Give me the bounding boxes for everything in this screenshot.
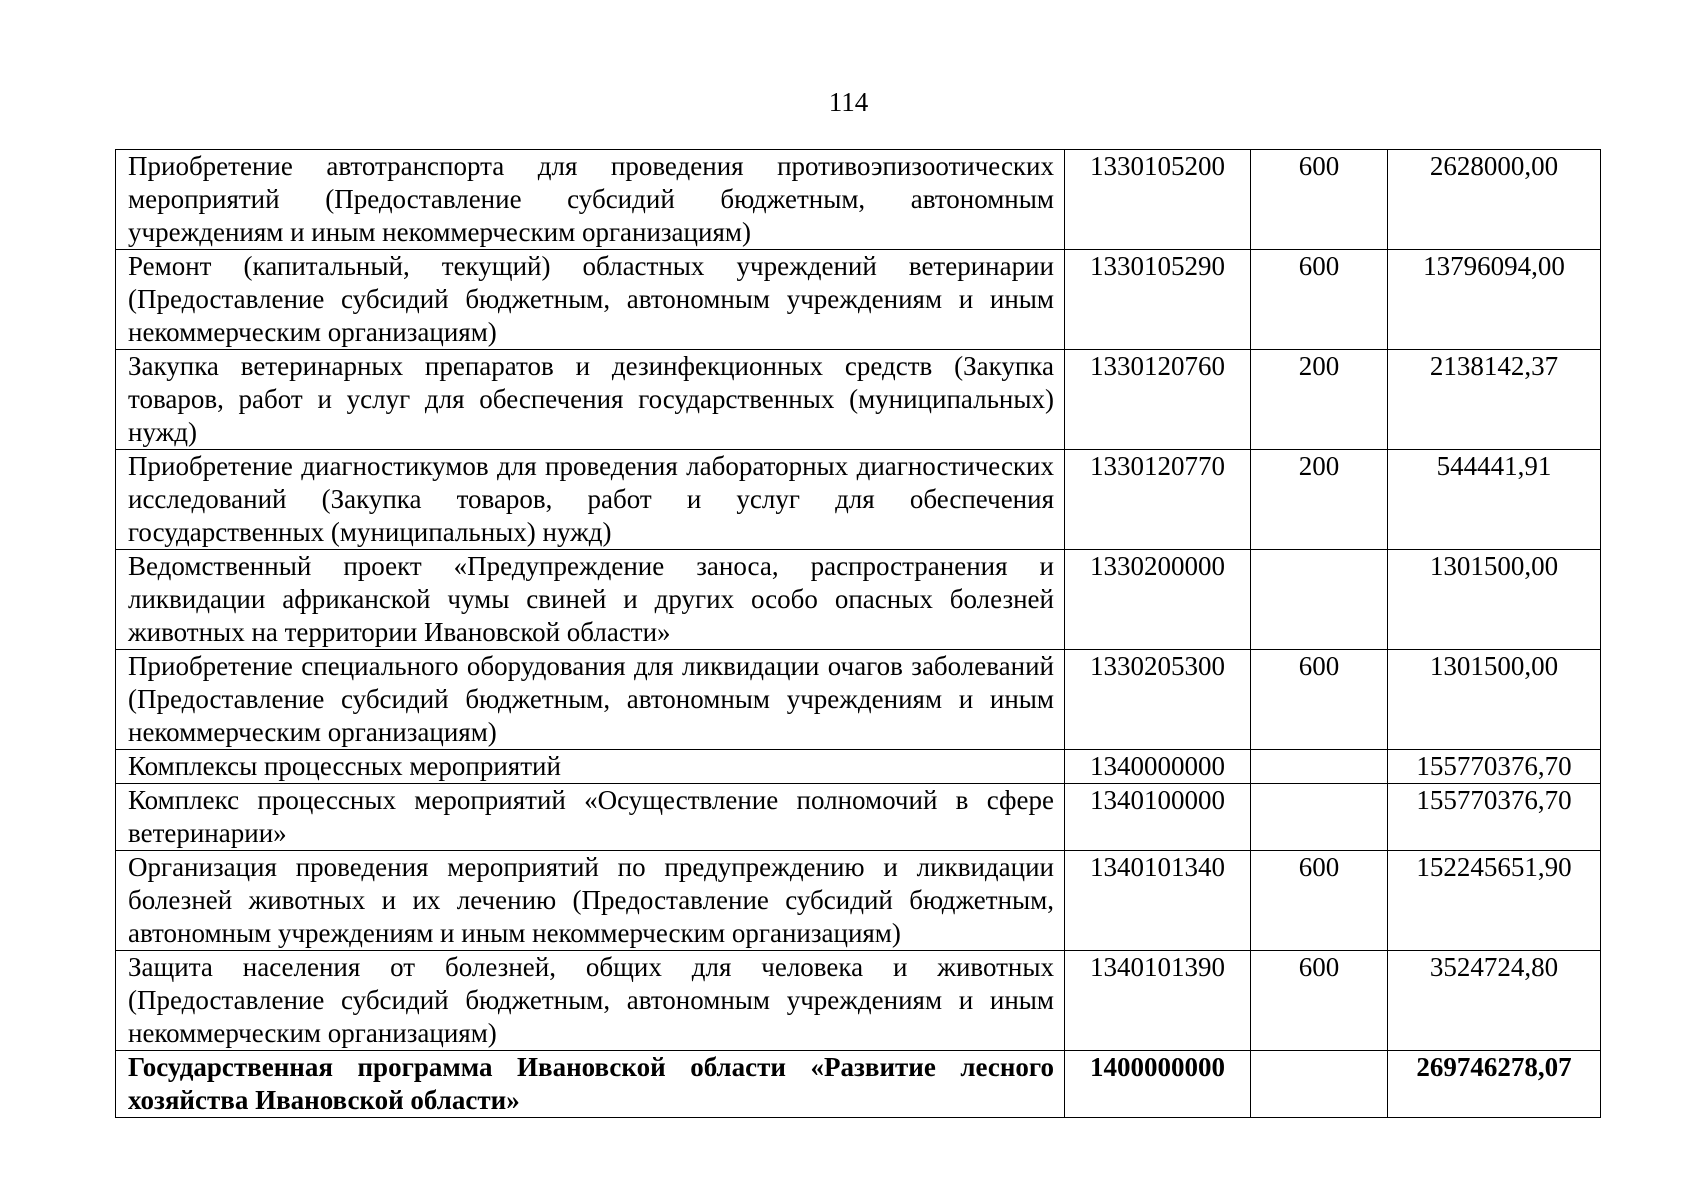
table-row [116, 851, 1601, 951]
row-name: Приобретение диагностикумов для проведения лабораторных диагностических исследований (Закупка товаров, работ и услуг для обеспечения государственных (муниципальных) нужд) [116, 450, 1065, 550]
row-name: Государственная программа Ивановской области «Развитие лесного хозяйства Ивановской области» [116, 1051, 1065, 1118]
row-code: 1330120770 [1065, 450, 1251, 550]
row-type [1251, 750, 1388, 784]
page-number: 114 [828, 87, 869, 117]
row-code: 1330105290 [1065, 250, 1251, 350]
table-row [116, 784, 1601, 851]
row-code: 1340101340 [1065, 851, 1251, 951]
row-sum: 155770376,70 [1388, 750, 1601, 784]
row-name: Организация проведения мероприятий по предупреждению и ликвидации болезней животных и их лечению (Предоставление субсидий бюджетным, автономным учреждениям и иным некоммерческим организациям) [116, 851, 1065, 951]
row-sum: 13796094,00 [1388, 250, 1601, 350]
row-type: 600 [1251, 650, 1388, 750]
row-type [1251, 1051, 1388, 1118]
row-code: 1330120760 [1065, 350, 1251, 450]
row-name: Комплексы процессных мероприятий [116, 750, 1065, 784]
row-code: 1340101390 [1065, 951, 1251, 1051]
row-name: Приобретение автотранспорта для проведения противоэпизоотических мероприятий (Предоставление субсидий бюджетным, автономным учреждениям и иным некоммерческим организациям) [116, 150, 1065, 250]
row-code: 1330105200 [1065, 150, 1251, 250]
row-name: Защита населения от болезней, общих для человека и животных (Предоставление субсидий бюджетным, автономным учреждениям и иным некоммерческим организациям) [116, 951, 1065, 1051]
table-row [116, 150, 1601, 250]
row-sum: 3524724,80 [1388, 951, 1601, 1051]
table-row [116, 350, 1601, 450]
budget-table [115, 149, 1601, 1118]
table-row [116, 550, 1601, 650]
table-row [116, 951, 1601, 1051]
row-type: 600 [1251, 951, 1388, 1051]
row-code: 1340000000 [1065, 750, 1251, 784]
row-name: Ведомственный проект «Предупреждение заноса, распространения и ликвидации африканской чумы свиней и других особо опасных болезней животных на территории Ивановской области» [116, 550, 1065, 650]
table-row [116, 750, 1601, 784]
row-type [1251, 550, 1388, 650]
row-sum: 2628000,00 [1388, 150, 1601, 250]
table-row [116, 1051, 1601, 1118]
table-row [116, 250, 1601, 350]
row-type: 600 [1251, 250, 1388, 350]
row-code: 1330205300 [1065, 650, 1251, 750]
row-sum: 544441,91 [1388, 450, 1601, 550]
row-type: 200 [1251, 350, 1388, 450]
row-name: Закупка ветеринарных препаратов и дезинфекционных средств (Закупка товаров, работ и услуг для обеспечения государственных (муниципальных) нужд) [116, 350, 1065, 450]
row-sum: 152245651,90 [1388, 851, 1601, 951]
row-name: Комплекс процессных мероприятий «Осуществление полномочий в сфере ветеринарии» [116, 784, 1065, 851]
row-name: Ремонт (капитальный, текущий) областных учреждений ветеринарии (Предоставление субсидий бюджетным, автономным учреждениям и иным некоммерческим организациям) [116, 250, 1065, 350]
table-row [116, 450, 1601, 550]
row-sum: 269746278,07 [1388, 1051, 1601, 1118]
table-row [116, 650, 1601, 750]
row-code: 1340100000 [1065, 784, 1251, 851]
row-sum: 155770376,70 [1388, 784, 1601, 851]
row-type: 600 [1251, 150, 1388, 250]
row-name: Приобретение специального оборудования для ликвидации очагов заболеваний (Предоставление субсидий бюджетным, автономным учреждениям и иным некоммерческим организациям) [116, 650, 1065, 750]
row-type: 200 [1251, 450, 1388, 550]
row-code: 1400000000 [1065, 1051, 1251, 1118]
row-sum: 1301500,00 [1388, 650, 1601, 750]
row-type: 600 [1251, 851, 1388, 951]
row-code: 1330200000 [1065, 550, 1251, 650]
row-sum: 1301500,00 [1388, 550, 1601, 650]
row-sum: 2138142,37 [1388, 350, 1601, 450]
row-type [1251, 784, 1388, 851]
